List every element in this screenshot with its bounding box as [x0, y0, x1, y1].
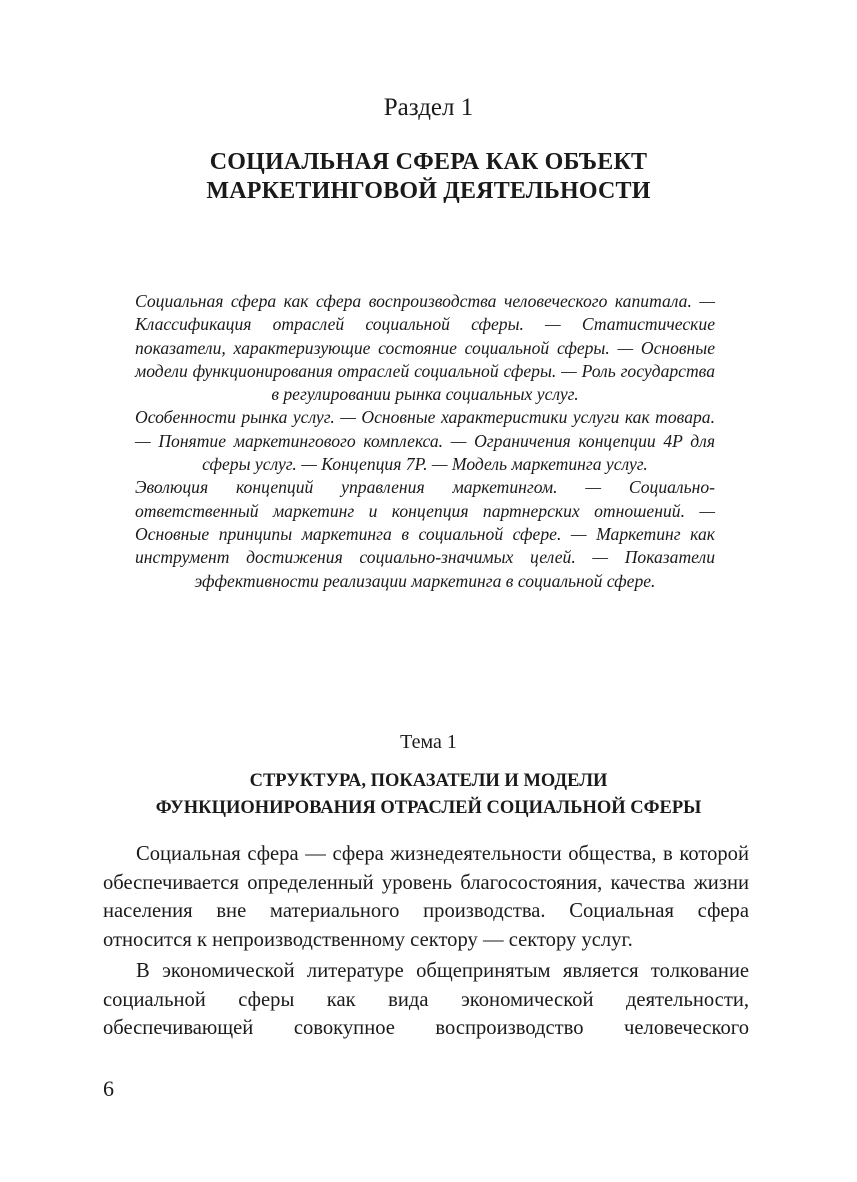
topic-title-line-1: СТРУКТУРА, ПОКАЗАТЕЛИ И МОДЕЛИ	[249, 771, 608, 791]
section-abstract	[135, 290, 715, 593]
abstract-paragraph: Особенности рынка услуг. — Основные характеристики услуги как товара. — Понятие маркетингового комплекса. — Ограничения концепции 4P для сферы услуг. — Концепция 7P. — Модель маркетинга услуг.	[135, 407, 715, 475]
section-title-line-1: СОЦИАЛЬНАЯ СФЕРА КАК ОБЪЕКТ	[209, 149, 648, 175]
section-label: Раздел 1	[383, 94, 474, 121]
topic-title	[0, 768, 857, 822]
page-number: 6	[103, 1076, 114, 1101]
body-text	[103, 840, 749, 1046]
abstract-paragraph: Эволюция концепций управления маркетингом. — Социально-ответственный маркетинг и концепция партнерских отношений. — Основные принципы маркетинга в социальной сфере. — Маркетинг как инструмент достижения социально-значимых целей. — Показатели эффективности реализации маркетинга в социальной сфере.	[135, 477, 715, 591]
abstract-paragraph: Социальная сфера как сфера воспроизводства человеческого капитала. — Классификация отраслей социальной сферы. — Статистические показатели, характеризующие состояние социальной сферы. — Основные модели функционирования отраслей социальной сферы. — Роль государства в регулировании рынка социальных услуг.	[135, 291, 715, 405]
topic-title-line-2: ФУНКЦИОНИРОВАНИЯ ОТРАСЛЕЙ СОЦИАЛЬНОЙ СФЕРЫ	[155, 798, 702, 818]
topic-label: Тема 1	[400, 731, 457, 753]
body-paragraph: Социальная сфера — сфера жизнедеятельности общества, в которой обеспечивается определенный уровень благосостояния, качества жизни населения вне материального производства. Социальная сфера относится к непроизводственному сектору — сектору услуг.	[103, 843, 749, 951]
body-paragraph: В экономической литературе общепринятым является толкование социальной сферы как вида экономической деятельности, обеспечивающей совокупное воспроизводство человеческого	[103, 960, 749, 1039]
section-title	[0, 148, 857, 206]
section-title-line-2: МАРКЕТИНГОВОЙ ДЕЯТЕЛЬНОСТИ	[206, 178, 651, 204]
